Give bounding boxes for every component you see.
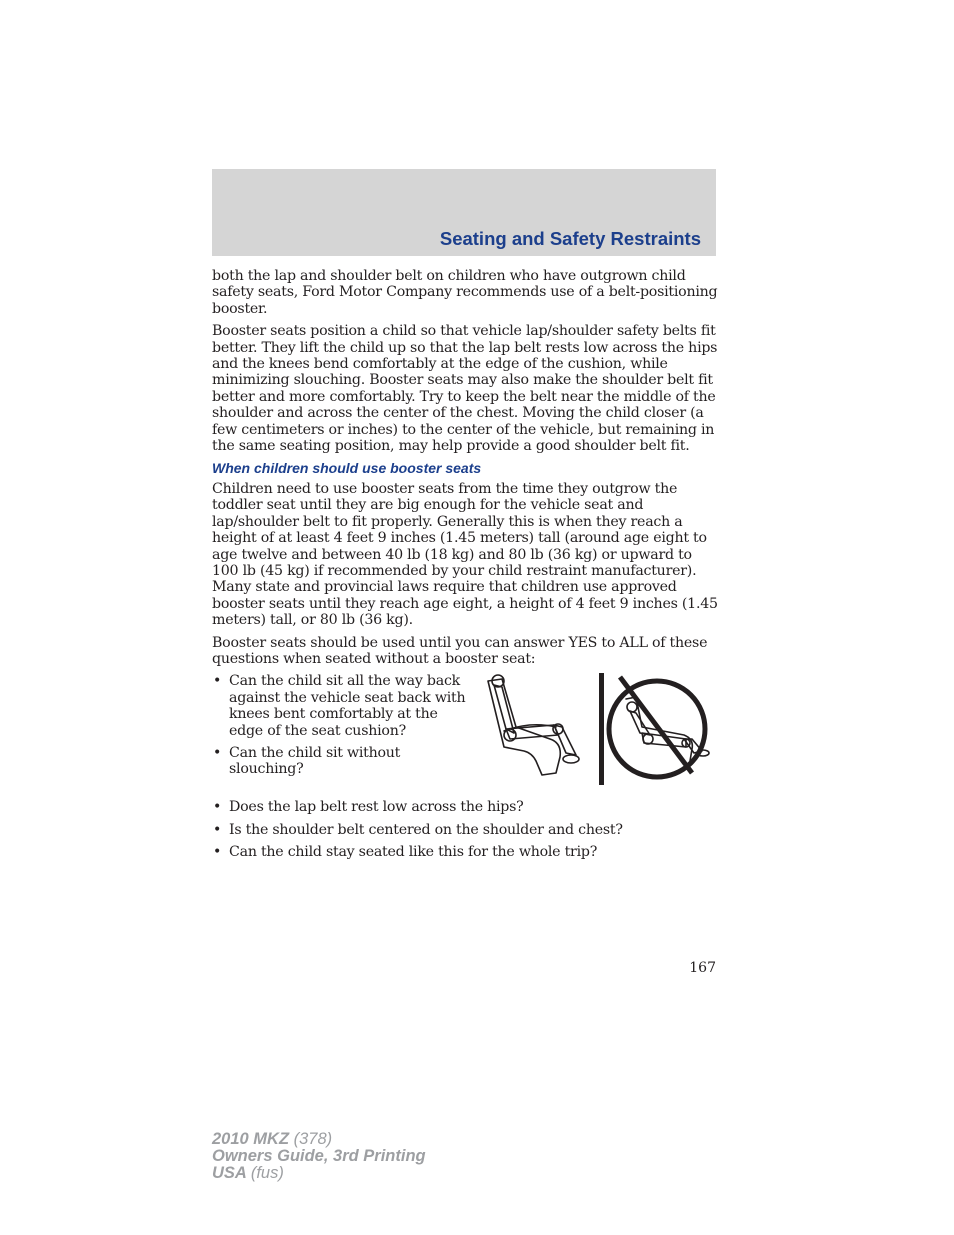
footer-model: 2010 MKZ [212,1130,290,1148]
footer-market-line [212,1165,426,1182]
list-item: • Is the shoulder belt centered on the shoulder and chest? [212,822,718,838]
section-paragraph-2: Booster seats should be used until you can answer YES to ALL of these questions when seated without a booster seat: [212,634,708,667]
footer-market: USA [212,1164,247,1182]
page-content [212,268,718,867]
document-footer [212,1131,426,1182]
footer-model-code: (378) [293,1130,333,1148]
figure-bullet-list [212,673,467,777]
seating-posture-illustration [480,669,720,787]
footer-guide-line: Owners Guide, 3rd Printing [212,1147,426,1165]
section-paragraph-1: Children need to use booster seats from the time they outgrow the toddler seat until they are big enough for the vehicle seat and lap/shoulder belt to fit properly. Generally this is when they reach a height of at least 4 feet 9 inches (1.45 meters) tall (around age eight to age twelve and between 40 lb (18 kg) and 80 lb (36 kg) or upward to 100 lb (45 kg) if recommended by your child restraint manufacturer). Many state and provincial laws require that children use approved booster seats until they reach age eight, a height of 4 feet 9 inches (1.45 meters) tall, or 80 lb (36 kg). [212,480,718,629]
list-item: • Can the child sit without slouching? [212,745,467,778]
section-title: Seating and Safety Restraints [439,228,701,249]
figure-row [212,673,718,799]
prohibition-icon [609,677,705,777]
page-number: 167 [689,960,716,976]
footer-market-code: (fus) [250,1164,284,1182]
list-item: • Can the child stay seated like this for the whole trip? [212,844,718,860]
list-item: • Can the child sit all the way back against the vehicle seat back with knees bent comfortably at the edge of the seat cushion? [212,673,467,739]
booster-seats-heading: When children should use booster seats [212,460,482,477]
section-header-band [212,169,716,256]
figure-divider [599,673,604,785]
footer-model-line [212,1131,426,1148]
list-item: • Does the lap belt rest low across the hips? [212,799,718,815]
intro-paragraph-1: both the lap and shoulder belt on children who have outgrown child safety seats, Ford Motor Company recommends use of a belt-positioning booster. [212,268,718,317]
intro-paragraph-2: Booster seats position a child so that vehicle lap/shoulder safety belts fit better. They lift the child up so that the lap belt rests low across the hips and the knees bend comfortably at the edge of the cushion, while minimizing slouching. Booster seats may also make the shoulder belt fit better and more comfortably. Try to keep the belt near the middle of the shoulder and across the center of the chest. Moving the child closer (a few centimeters or inches) to the center of the vehicle, but remaining in the same seating position, may help provide a good shoulder belt fit. [212,323,718,455]
bullet-list [212,799,718,860]
